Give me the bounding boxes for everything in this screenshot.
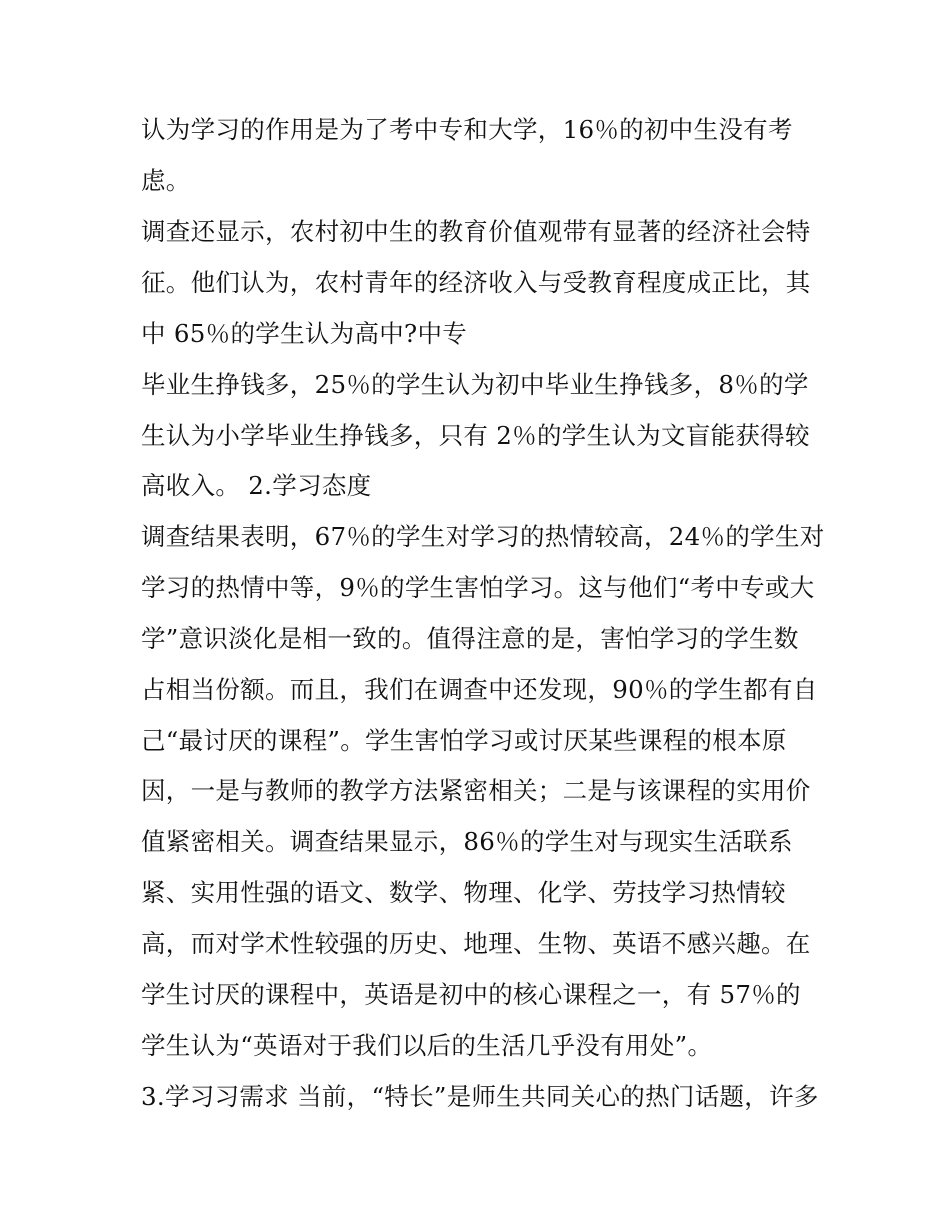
text-line: 3.学习习需求 当前，“特长”是师生共同关心的热门话题，许多 bbox=[141, 1082, 819, 1111]
text-line: 调查还显示，农村初中生的教育价值观带有显著的经济社会特 bbox=[141, 217, 811, 246]
text-line: 占相当份额。而且，我们在调查中还发现，90％的学生都有自 bbox=[141, 675, 818, 704]
text-line: 己“最讨厌的课程”。学生害怕学习或讨厌某些课程的根本原 bbox=[141, 726, 787, 755]
text-line: 学”意识淡化是相一致的。值得注意的是，害怕学习的学生数 bbox=[141, 624, 799, 653]
text-line: 毕业生挣钱多，25％的学生认为初中毕业生挣钱多，8％的学 bbox=[141, 370, 809, 399]
text-line: 认为学习的作用是为了考中专和大学，16％的初中生没有考 bbox=[141, 115, 793, 144]
text-line: 生认为小学毕业生挣钱多，只有 2％的学生认为文盲能获得较 bbox=[141, 421, 810, 450]
text-line: 调查结果表明，67％的学生对学习的热情较高，24％的学生对 bbox=[141, 522, 825, 551]
text-line: 虑。 bbox=[141, 166, 191, 195]
text-line: 学生讨厌的课程中，英语是初中的核心课程之一，有 57％的 bbox=[141, 980, 801, 1009]
text-line: 学生认为“英语对于我们以后的生活几乎没有用处”。 bbox=[141, 1031, 713, 1060]
text-line: 学习的热情中等，9％的学生害怕学习。这与他们“考中专或大 bbox=[141, 573, 815, 602]
text-line: 因，一是与教师的教学方法紧密相关；二是与该课程的实用价 bbox=[141, 776, 811, 805]
text-line: 值紧密相关。调查结果显示，86％的学生对与现实生活联系 bbox=[141, 827, 793, 856]
text-line: 高，而对学术性较强的历史、地理、生物、英语不感兴趣。在 bbox=[141, 929, 811, 958]
text-line: 征。他们认为，农村青年的经济收入与受教育程度成正比，其 bbox=[141, 268, 811, 297]
text-line: 中 65％的学生认为高中?中专 bbox=[141, 319, 468, 348]
text-line: 紧、实用性强的语文、数学、物理、化学、劳技学习热情较 bbox=[141, 878, 786, 907]
text-line: 高收入。 2.学习态度 bbox=[141, 471, 372, 500]
